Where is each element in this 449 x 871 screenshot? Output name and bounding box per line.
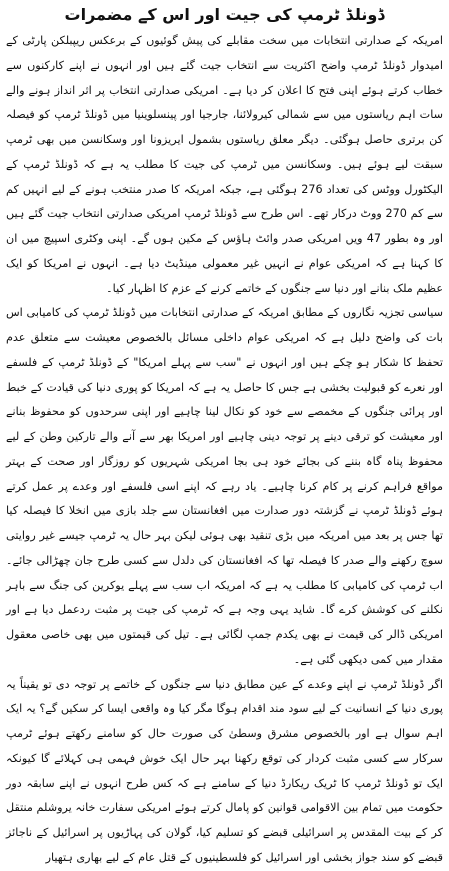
article-paragraph-1: امریکہ کے صدارتی انتخابات میں سخت مقابلے کی پیش گوئیوں کے برعکس ریپبلکن پارٹی کے امیدوار ڈونلڈ ٹرمپ واضح اکثریت سے انتخاب جیت گئے ہیں اور انہوں نے اپنے کارکنوں سے خطاب کرتے ہوئے اپنی فتح کا اعلان کر دیا ہے۔ امریکی صدارتی انتخاب پر اثر انداز ہونے والے سات اہم ریاستوں میں سے شمالی کیرولائنا، جارجیا اور پینسلوینیا میں ڈونلڈ ٹرمپ کو فیصلہ کن برتری حاصل ہوگئی۔ دیگر معلق ریاستوں بشمول ایریزونا اور وسکانسن میں بھی ٹرمپ سبقت لیے ہوئے ہیں۔ وسکانسن میں ٹرمپ کی جیت کا مطلب یہ ہے کہ ڈونلڈ ٹرمپ کے الیکٹورل ووٹس کی تعداد 276 ہوگئی ہے، جبکہ امریکہ کا صدر منتخب ہونے کے لیے انہیں کم سے کم 270 ووٹ درکار تھے۔ اس طرح سے ڈونلڈ ٹرمپ امریکی صدارتی انتخاب جیت گئے ہیں اور وہ بطور 47 ویں امریکی صدر وائٹ ہاؤس کے مکین ہوں گے۔ اپنی وکٹری اسپیچ میں ان کا کہنا ہے کہ امریکی عوام نے انہیں غیر معمولی مینڈیٹ دیا ہے۔ انہوں نے امریکا کو ایک عظیم ملک بنانے اور دنیا سے جنگوں کے خاتمے کرنے کے عزم کا اظہار کیا۔: [6, 34, 443, 295]
article-paragraph-2: سیاسی تجزیہ نگاروں کے مطابق امریکہ کے صدارتی انتخابات میں ڈونلڈ ٹرمپ کی کامیابی اس بات کی واضح دلیل ہے کہ امریکی عوام داخلی مسائل بالخصوص معیشت سے متعلق عدم تحفظ کا شکار ہو چکے ہیں اور انہوں نے "سب سے پہلے امریکا" کے ڈونلڈ ٹرمپ کے فلسفے اور نعرے کو قبولیت بخشی ہے جس کا حاصل یہ ہے کہ امریکا کو پوری دنیا کی قیادت کے خبط اور پرائی جنگوں کے مخمصے سے خود کو نکال لینا چاہیے اور اپنی سرحدوں کو محفوظ بنانے اور معیشت کو ترقی دینے پر توجہ دینی چاہیے اور امریکا بھر سے آنے والے تارکین وطن کے لیے محفوظ پناہ گاہ بننے کی بجائے خود ہی بجا امریکی شہریوں کو روزگار اور صحت کے بہتر مواقع فراہم کرنے پر کام کرنا چاہیے۔ یاد رہے کہ اپنے اسی فلسفے اور وعدے پر عمل کرتے ہوئے ڈونلڈ ٹرمپ نے گزشتہ دور صدارت میں افغانستان سے جلد بازی میں انخلا کا فیصلہ کیا تھا جس پر بعد میں امریکہ میں بڑی تنقید بھی ہوئی لیکن بہر حال یہ ٹرمپ جیسے غیر روایتی سوچ رکھنے والے صدر کا فیصلہ تھا کہ افغانستان کی دلدل سے کسی طرح جان چھڑالی جائے۔ اب ٹرمپ کی کامیابی کا مطلب یہ ہے کہ امریکہ اب سب سے پہلے یوکرین کی جنگ سے باہر نکلنے کی کوشش کرے گا۔ شاید یہی وجہ ہے کہ ٹرمپ کی جیت پر مثبت ردعمل دیا ہے اور امریکی ڈالر کی قیمت نے بھی یکدم جمپ لگائی ہے۔ تیل کی قیمتوں میں بھی خاصی معقول مقدار میں کمی دیکھی گئی ہے۔: [6, 306, 443, 666]
article-headline: ڈونلڈ ٹرمپ کی جیت اور اس کے مضمرات: [64, 5, 385, 24]
article-body: [6, 29, 443, 871]
article-paragraph-3: اگر ڈونلڈ ٹرمپ نے اپنے وعدے کے عین مطابق دنیا سے جنگوں کے خاتمے پر توجہ دی تو یقیناً یہ پوری دنیا کے انسانیت کے لیے سود مند اقدام ہوگا مگر کیا وہ واقعی ایسا کر سکیں گے؟ یہ ایک اہم سوال ہے اور بالخصوص مشرق وسطیٰ کی صورت حال کو سامنے رکھتے ہوئے ٹرمپ سرکار سے کسی مثبت کردار کی توقع رکھنا بہر حال ایک خوش فہمی ہی کہلائے گا کیونکہ ایک تو ڈونلڈ ٹرمپ کا ٹریک ریکارڈ دنیا کے سامنے ہے کہ کس طرح انہوں نے اپنے سابقہ دور حکومت میں تمام بین الاقوامی قوانین کو پامال کرتے ہوئے امریکی سفارت خانہ یروشلم منتقل کر کے بیت المقدس پر اسرائیلی قبضے کو تسلیم کیا، گولان کی پہاڑیوں پر اسرائیل کے ناجائز قبضے کو سند جواز بخشی اور اسرائیل کو فلسطینیوں کے قتل عام کے لیے بھاری ہتھیار: [6, 677, 443, 864]
